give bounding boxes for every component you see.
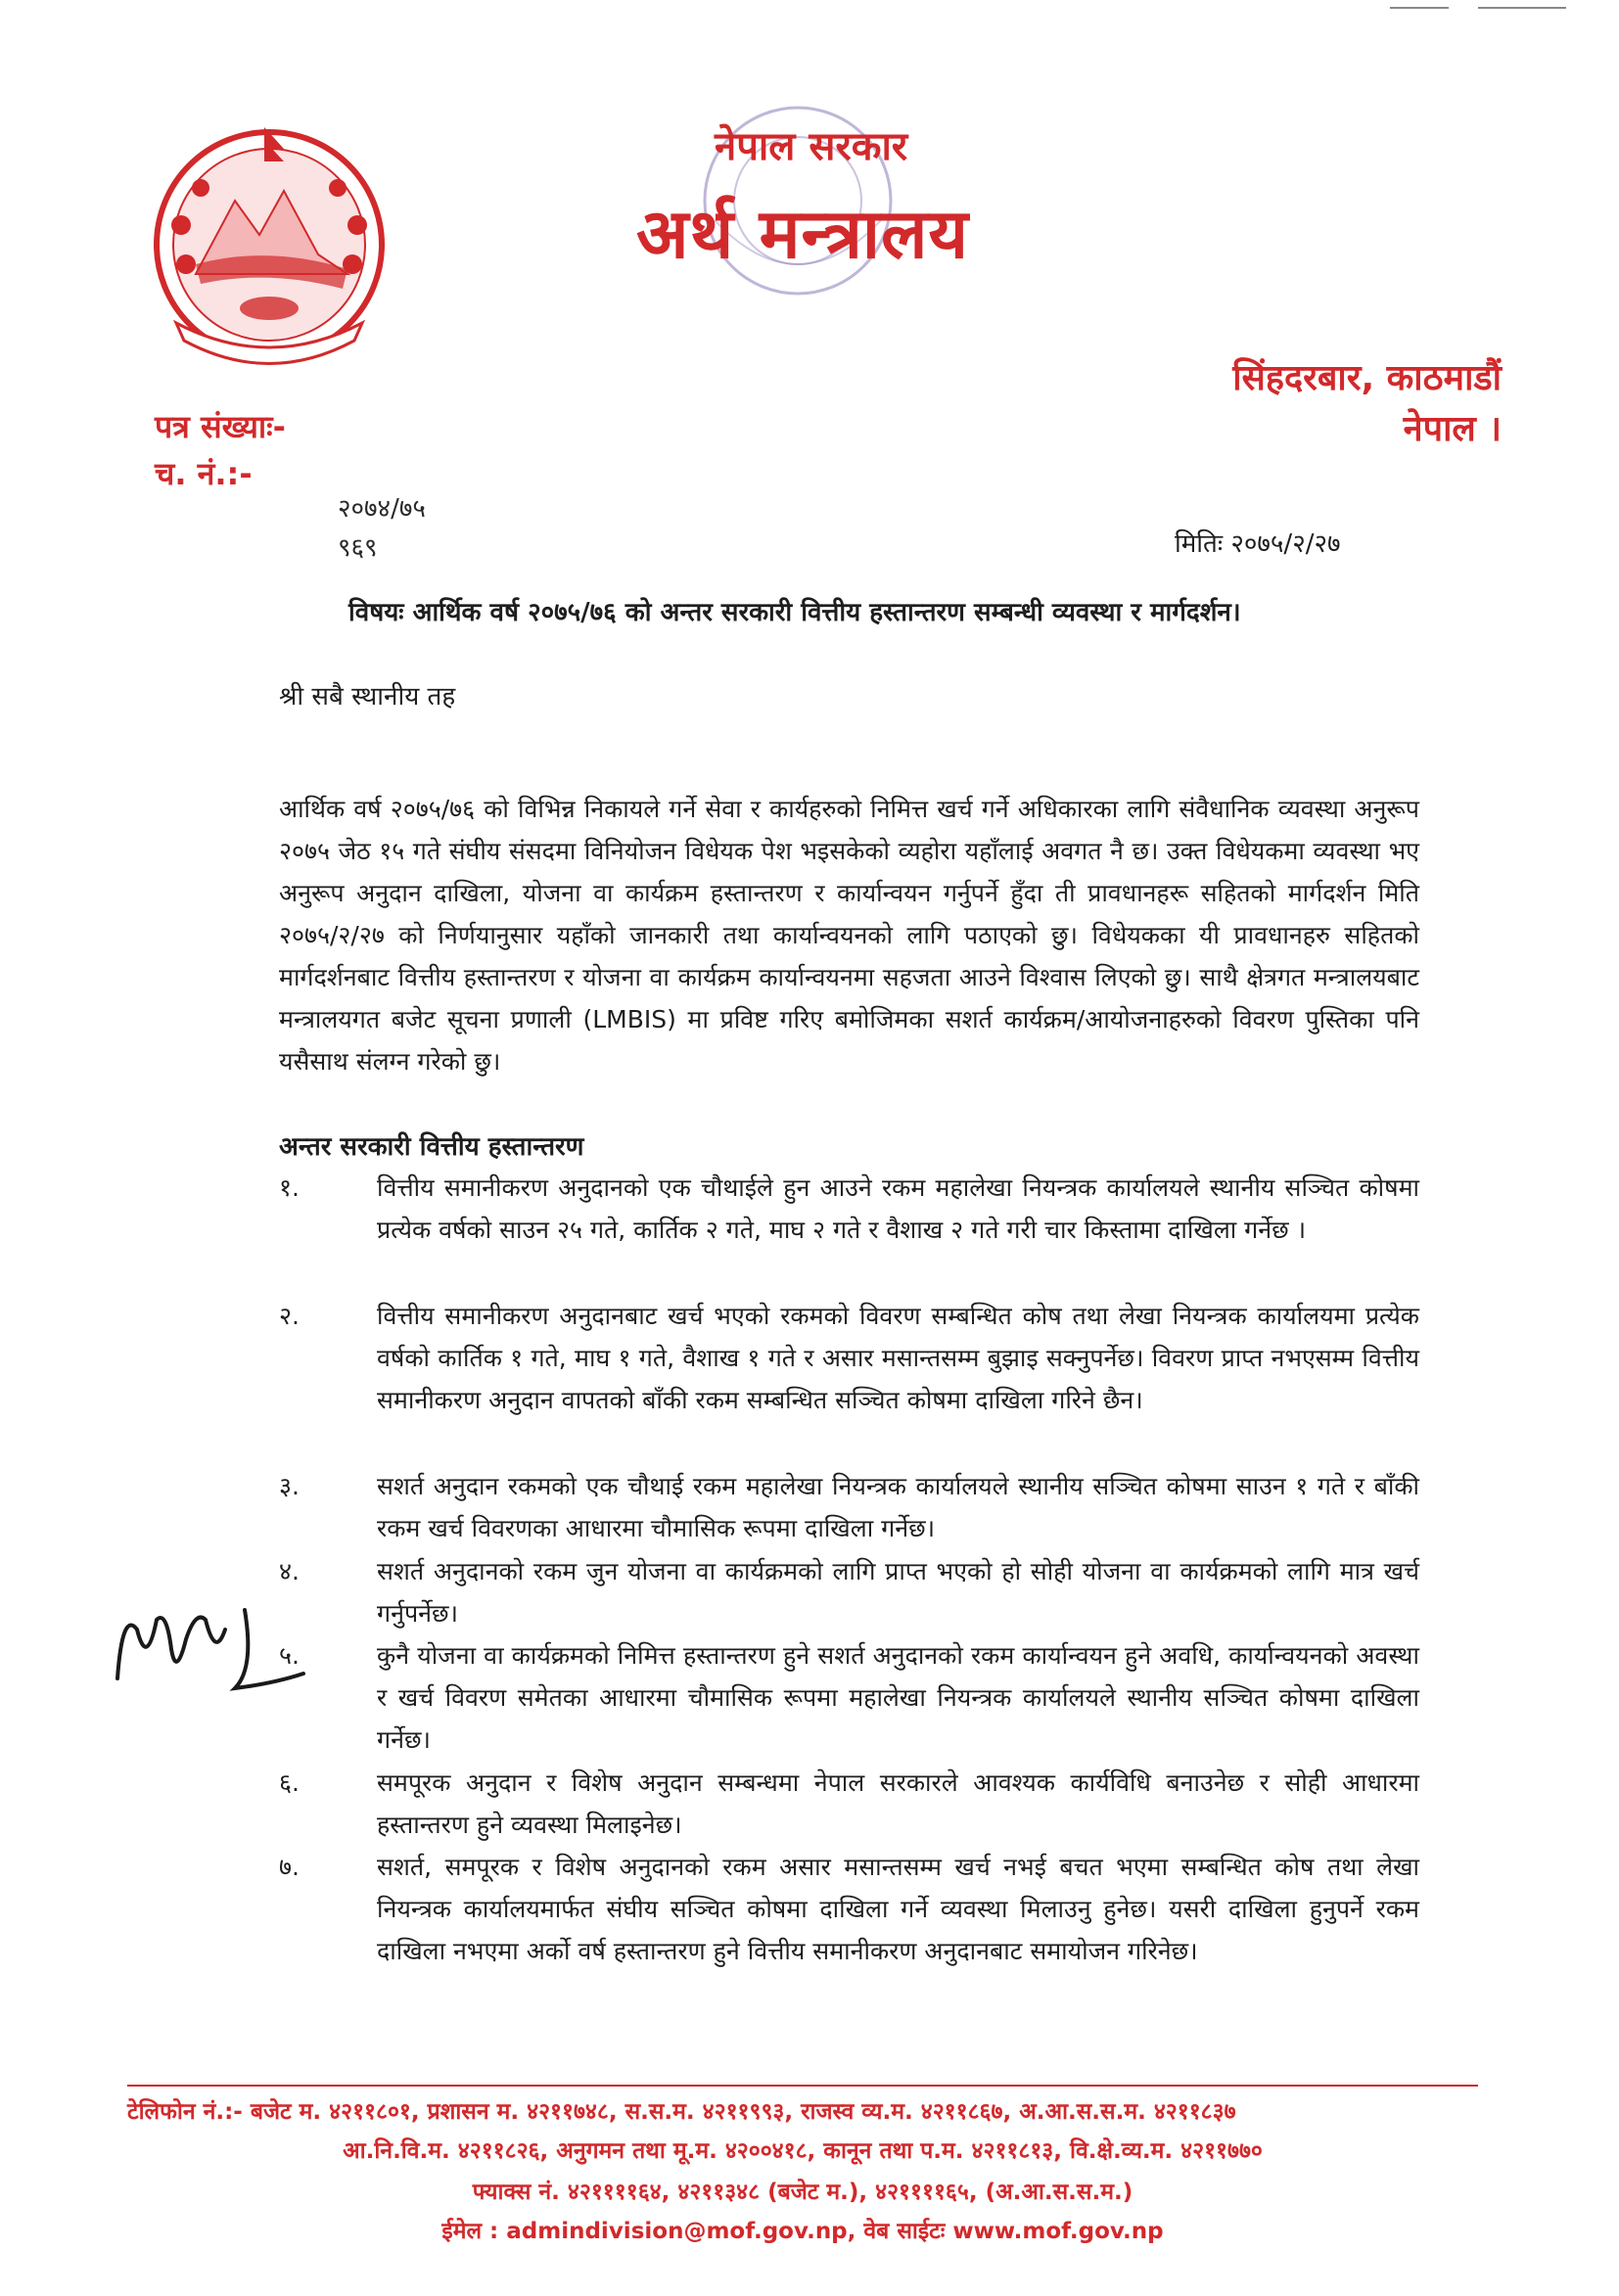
list-item-number: ६. xyxy=(279,1768,300,1797)
list-item-text: वित्तीय समानीकरण अनुदानबाट खर्च भएको रकमको विवरण सम्बन्धित कोष तथा लेखा नियन्त्रक कार्यालयमा प्रत्येक वर्षको कार्तिक १ गते, माघ १ गते, वैशाख १ गते र असार मसान्तसम्म बुझाइ सक्नुपर्नेछ। विवरण प्राप्त नभएसम्म वित्तीय समानीकरण अनुदान वापतको बाँकी रकम सम्बन्धित सञ्चित कोषमा दाखिला गरिने छैन। xyxy=(377,1302,1419,1414)
footer-phone-line-1: टेलिफोन नं.:- बजेट म. ४२११८०१, प्रशासन म. ४२११७४८, स.स.म. ४२११९९३, राजस्व व्य.म. ४२११८६७, अ.आ.स.स.म. ४२११८३७ xyxy=(127,2099,1236,2125)
list-item-text: वित्तीय समानीकरण अनुदानको एक चौथाईले हुन आउने रकम महालेखा नियन्त्रक कार्यालयले स्थानीय सञ्चित कोषमा प्रत्येक वर्षको साउन २५ गते, कार्तिक २ गते, माघ २ गते र वैशाख २ गते गरी चार किस्तामा दाखिला गर्नेछ । xyxy=(377,1173,1419,1244)
footer-fax-line: फ्याक्स नं. ४२११११६४, ४२११३४८ (बजेट म.), ४२११११६५, (अ.आ.स.स.म.) xyxy=(472,2180,1133,2205)
list-item xyxy=(279,1634,1419,1761)
list-item-text: सशर्त अनुदान रकमको एक चौथाई रकम महालेखा नियन्त्रक कार्यालयले स्थानीय सञ्चित कोषमा साउन १ गते र बाँकी रकम खर्च विवरणका आधारमा चौमासिक रूपमा दाखिला गर्नेछ। xyxy=(377,1472,1419,1542)
address-line-2: नेपाल । xyxy=(1403,409,1502,449)
list-item-text: कुनै योजना वा कार्यक्रमको निमित्त हस्तान्तरण हुने सशर्त अनुदानको रकम कार्यान्वयन हुने अवधि, कार्यान्वयनको अवस्था र खर्च विवरण समेतका आधारमा चौमासिक रूपमा महालेखा नियन्त्रक कार्यालयले स्थानीय सञ्चित कोषमा दाखिला गर्नेछ। xyxy=(377,1641,1419,1754)
list-item-text: सशर्त अनुदानको रकम जुन योजना वा कार्यक्रमको लागि प्राप्त भएको हो सोही योजना वा कार्यक्रमको लागि मात्र खर्च गर्नुपर्नेछ। xyxy=(377,1557,1419,1628)
ministry-name: अर्थ मन्त्रालय xyxy=(636,194,970,274)
list-item-number: ७. xyxy=(279,1853,300,1881)
nepal-emblem-icon xyxy=(137,108,401,372)
list-item xyxy=(279,1762,1419,1846)
letter-date: मितिः २०७५/२/२७ xyxy=(1175,529,1341,559)
list-item-text: समपूरक अनुदान र विशेष अनुदान सम्बन्धमा नेपाल सरकारले आवश्यक कार्यविधि बनाउनेछ र सोही आधारमा हस्तान्तरण हुने व्यवस्था मिलाइनेछ। xyxy=(377,1768,1419,1839)
list-item-number: ३. xyxy=(279,1472,300,1500)
list-item-text: सशर्त, समपूरक र विशेष अनुदानको रकम असार मसान्तसम्म खर्च नभई बचत भएमा सम्बन्धित कोष तथा लेखा नियन्त्रक कार्यालयमार्फत संघीय सञ्चित कोषमा दाखिला गर्ने व्यवस्था मिलाउनु हुनेछ। यसरी दाखिला हुनुपर्ने रकम दाखिला नभएमा अर्को वर्ष हस्तान्तरण हुने वित्तीय समानीकरण अनुदानबाट समायोजन गरिनेछ। xyxy=(377,1853,1419,1965)
letter-subject: विषयः आर्थिक वर्ष २०७५/७६ को अन्तर सरकारी वित्तीय हस्तान्तरण सम्बन्धी व्यवस्था र मार्गदर्शन। xyxy=(348,598,1241,627)
dispatch-number-value: ९६९ xyxy=(338,533,378,563)
list-item-number: ४. xyxy=(279,1557,300,1585)
list-item-number: १. xyxy=(279,1173,300,1202)
letter-body: आर्थिक वर्ष २०७५/७६ को विभिन्न निकायले गर्ने सेवा र कार्यहरुको निमित्त खर्च गर्ने अधिकारका लागि संवैधानिक व्यवस्था अनुरूप २०७५ जेठ १५ गते संघीय संसदमा विनियोजन विधेयक पेश भइसकेको व्यहोरा यहाँलाई अवगत नै छ। उक्त विधेयकमा व्यवस्था भए अनुरूप अनुदान दाखिला, योजना वा कार्यक्रम हस्तान्तरण र कार्यान्वयन गर्नुपर्ने हुँदा ती प्रावधानहरू सहितको मार्गदर्शन मिति २०७५/२/२७ को निर्णयानुसार यहाँको जानकारी तथा कार्यान्वयनको लागि पठाएको छु। विधेयकका यी प्रावधानहरु सहितको मार्गदर्शनबाट वित्तीय हस्तान्तरण र योजना वा कार्यक्रम कार्यान्वयनमा सहजता आउने विश्वास लिएको छु। साथै क्षेत्रगत मन्त्रालयबाट मन्त्रालयगत बजेट सूचना प्रणाली (LMBIS) मा प्रविष्ट गरिए बमोजिमका सशर्त कार्यक्रम/आयोजनाहरुको विवरण पुस्तिका पनि यसैसाथ संलग्न गरेको छु। xyxy=(279,795,1420,1076)
letter-recipient: श्री सबै स्थानीय तह xyxy=(279,682,456,712)
list-item xyxy=(279,1550,1419,1634)
letter-number-value: २०७४/७५ xyxy=(338,494,426,524)
list-item-number: ५. xyxy=(279,1641,300,1670)
address-line-1: सिंहदरबार, काठमाडौं xyxy=(1232,358,1502,398)
section-heading: अन्तर सरकारी वित्तीय हस्तान्तरण xyxy=(279,1132,584,1162)
footer-contact-line: ईमेल : admindivision@mof.gov.np, वेब साईटः www.mof.gov.np xyxy=(441,2219,1164,2244)
footer-phone-line-2: आ.नि.वि.म. ४२११८२६, अनुगमन तथा मू.म. ४२००४१८, कानून तथा प.म. ४२११८१३, वि.क्षे.व्य.म. ४२११७७० xyxy=(343,2138,1263,2164)
list-item-number: २. xyxy=(279,1302,300,1330)
list-item xyxy=(279,1465,1419,1549)
scan-marks xyxy=(1390,0,1586,20)
letter-number-label: पत्र संख्याः- xyxy=(155,408,286,445)
list-item xyxy=(279,1295,1419,1421)
handwritten-signature-icon xyxy=(108,1590,343,1708)
dispatch-number-label: च. नं.:- xyxy=(155,455,253,492)
list-item xyxy=(279,1167,1419,1251)
footer-divider xyxy=(127,2085,1478,2087)
list-item xyxy=(279,1846,1419,1972)
government-name: नेपाल सरकार xyxy=(715,124,908,169)
